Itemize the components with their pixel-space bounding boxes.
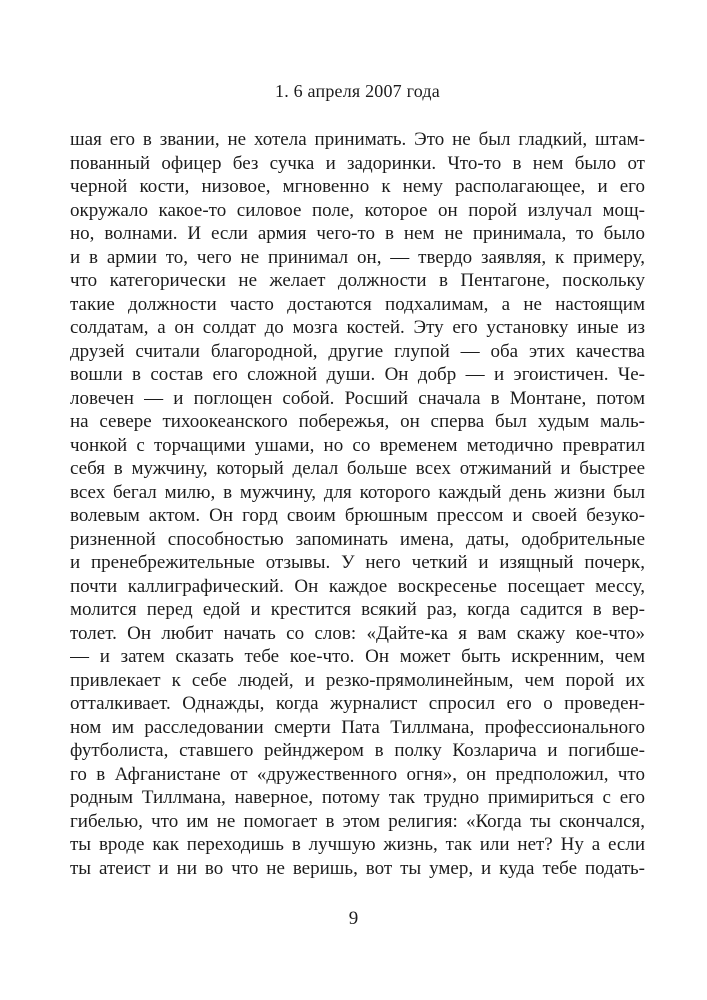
text-line: и в армии то, чего не принимал он, — твердо заявляя, к примеру, (70, 246, 645, 268)
text-line: такие должности часто достаются подхалимам, а не настоящим (70, 293, 645, 315)
text-line: друзей считали благородной, другие глупой — оба этих качества (70, 340, 645, 362)
text-line: солдатам, а он солдат до мозга костей. Эту его установку иные из (70, 317, 645, 338)
text-line: себя в мужчину, который делал больше всех отжиманий и быстрее (70, 458, 645, 479)
text-line: и пренебрежительные отзывы. У него четкий и изящный почерк, (70, 552, 645, 573)
text-line: ты вроде как переходишь в лучшую жизнь, так или нет? Ну а если (70, 834, 645, 855)
text-line: футболиста, ставшего рейнджером в полку Козларича и погибше- (70, 740, 645, 761)
text-line: ловечен — и поглощен собой. Росший сначала в Монтане, потом (70, 387, 645, 409)
text-line: вошли в состав его сложной души. Он добр — и эгоистичен. Че- (70, 364, 645, 385)
text-line: чонкой с торчащими ушами, но со временем методично превратил (70, 434, 645, 456)
text-line: толет. Он любит начать со слов: «Дайте-ка я вам скажу кое-что» (70, 622, 645, 644)
text-line: ты атеист и ни во что не веришь, вот ты умер, и куда тебе подать- (70, 857, 645, 879)
text-line: ризненной способностью запоминать имена, даты, одобрительные (70, 528, 645, 550)
text-line: черной кости, низовое, мгновенно к нему располагающее, и его (70, 176, 645, 197)
text-line: на севере тихоокеанского побережья, он сперва был худым маль- (70, 411, 645, 432)
text-line: почти каллиграфический. Он каждое воскресенье посещает мессу, (70, 575, 645, 597)
text-line: отталкивает. Однажды, когда журналист спросил его о проведен- (70, 693, 645, 714)
text-line: привлекает к себе людей, и резко-прямолинейным, чем порой их (70, 669, 645, 691)
text-line: но, волнами. И если армия чего-то в нем не принимала, то было (70, 223, 645, 244)
text-line: шая его в звании, не хотела принимать. Это не был гладкий, штам- (70, 129, 645, 150)
text-line: окружало какое-то силовое поле, которое он порой излучал мощ- (70, 199, 645, 221)
page-number: 9 (348, 908, 359, 929)
chapter-header: 1. 6 апреля 2007 года (275, 81, 440, 101)
text-line: всех бегал милю, в мужчину, для которого каждый день жизни был (70, 481, 645, 503)
page-text (70, 128, 645, 880)
text-line: ном им расследовании смерти Пата Тиллмана, профессионального (70, 716, 645, 738)
text-line: родным Тиллмана, наверное, потому так трудно примириться с его (70, 787, 645, 808)
text-line: пованный офицер без сучка и задоринки. Что-то в нем было от (70, 152, 645, 174)
text-line: что категорически не желает должности в Пентагоне, поскольку (70, 270, 645, 291)
text-line: го в Афганистане от «дружественного огня», он предположил, что (70, 763, 645, 785)
text-line: молится перед едой и крестится всякий раз, когда садится в вер- (70, 599, 645, 620)
text-line: волевым актом. Он горд своим брюшным прессом и своей безуко- (70, 505, 645, 526)
text-line: — и затем сказать тебе кое-что. Он может быть искренним, чем (70, 646, 645, 667)
text-line: гибелью, что им не помогает в этом религия: «Когда ты скончался, (70, 810, 645, 832)
